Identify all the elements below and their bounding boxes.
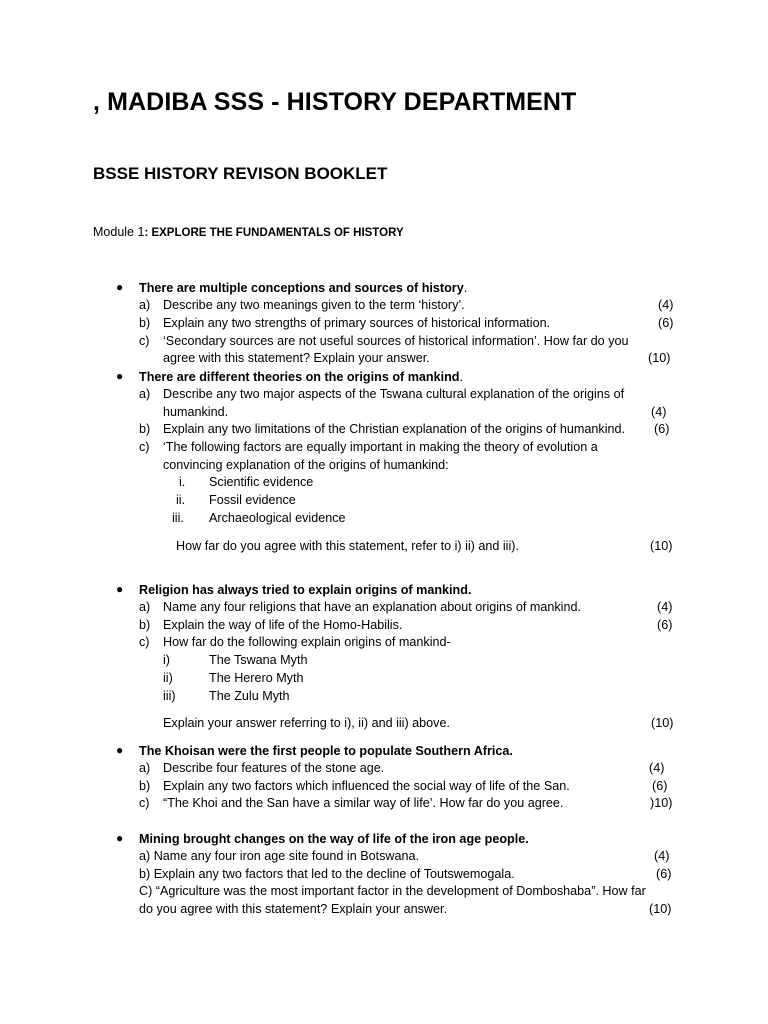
q-label: a) [139, 298, 151, 312]
q-label: a) [139, 600, 151, 614]
booklet-subtitle: BSSE HISTORY REVISON BOOKLET [93, 164, 388, 183]
section-1-heading: There are multiple conceptions and sources of history. [139, 281, 468, 295]
question-marks: (4) [654, 849, 670, 863]
question-text: Explain any two factors which influenced the social way of life of the San. [163, 779, 570, 793]
module-heading [93, 225, 404, 239]
module-prefix: Module 1 [93, 225, 145, 239]
question-text: a) Name any four iron age site found in Botswana. [139, 849, 420, 863]
question-marks: )10) [650, 796, 673, 810]
question-text: Describe any two meanings given to the term ‘history’. [163, 298, 465, 312]
q-label: a) [139, 387, 151, 401]
question-text: Describe four features of the stone age. [163, 761, 385, 775]
followup-text: Explain your answer referring to i), ii) and iii) above. [163, 716, 450, 730]
question-marks: (4) [649, 761, 665, 775]
question-text: ‘Secondary sources are not useful sources of historical information’. How far do you [163, 334, 629, 348]
question-marks: (4) [651, 405, 667, 419]
bullet-icon: ● [116, 369, 124, 383]
question-text: do you agree with this statement? Explain your answer. [139, 902, 448, 916]
section-3-heading: Religion has always tried to explain origins of mankind. [139, 583, 472, 597]
question-marks: (10) [650, 539, 673, 553]
sub-label: iii. [172, 511, 184, 525]
question-text: convincing explanation of the origins of humankind: [163, 458, 449, 472]
q-label: b) [139, 422, 151, 436]
page-title: , MADIBA SSS - HISTORY DEPARTMENT [93, 88, 577, 116]
followup-text: How far do you agree with this statement, refer to i) ii) and iii). [176, 539, 519, 553]
question-text: ‘The following factors are equally important in making the theory of evolution a [163, 440, 598, 454]
section-4-heading: The Khoisan were the first people to populate Southern Africa. [139, 744, 513, 758]
question-text: agree with this statement? Explain your answer. [163, 351, 430, 365]
question-marks: (10) [651, 716, 674, 730]
question-text: “The Khoi and the San have a similar way of life’. How far do you agree. [163, 796, 564, 810]
question-marks: (4) [657, 600, 673, 614]
question-text: Describe any two major aspects of the Tswana cultural explanation of the origins of [163, 387, 625, 401]
question-text: C) “Agriculture was the most important factor in the development of Domboshaba”. How far [139, 884, 646, 898]
bullet-icon: ● [116, 743, 124, 757]
module-name: : EXPLORE THE FUNDAMENTALS OF HISTORY [144, 227, 404, 239]
sub-item-text: Fossil evidence [209, 493, 296, 507]
question-text: Explain any two strengths of primary sources of historical information. [163, 316, 551, 330]
bullet-icon: ● [116, 280, 124, 294]
sub-item-text: The Zulu Myth [209, 689, 290, 703]
q-label: c) [139, 635, 150, 649]
q-label: b) [139, 316, 151, 330]
question-marks: (4) [658, 298, 674, 312]
sub-item-text: The Herero Myth [209, 671, 304, 685]
question-text: Explain the way of life of the Homo-Habilis. [163, 618, 403, 632]
question-text: Explain any two limitations of the Christian explanation of the origins of humankind. [163, 422, 626, 436]
q-label: b) [139, 618, 151, 632]
section-2-heading: There are different theories on the origins of mankind. [139, 370, 463, 384]
q-label: c) [139, 796, 150, 810]
bullet-icon: ● [116, 831, 124, 845]
sub-label: i. [179, 475, 186, 489]
question-marks: (6) [656, 867, 672, 881]
sub-label: i) [163, 653, 170, 667]
question-marks: (10) [648, 351, 671, 365]
sub-label: iii) [163, 689, 176, 703]
question-text: Name any four religions that have an explanation about origins of mankind. [163, 600, 581, 614]
question-text: How far do the following explain origins of mankind- [163, 635, 451, 649]
question-marks: (6) [652, 779, 668, 793]
question-marks: (6) [657, 618, 673, 632]
question-text: b) Explain any two factors that led to the decline of Toutswemogala. [139, 867, 515, 881]
question-marks: (6) [654, 422, 670, 436]
section-5-heading: Mining brought changes on the way of life of the iron age people. [139, 832, 529, 846]
sub-item-text: Archaeological evidence [209, 511, 346, 525]
question-text: humankind. [163, 405, 229, 419]
sub-label: ii. [176, 493, 186, 507]
sub-label: ii) [163, 671, 173, 685]
q-label: b) [139, 779, 151, 793]
sub-item-text: Scientific evidence [209, 475, 314, 489]
question-marks: (6) [658, 316, 674, 330]
question-marks: (10) [649, 902, 672, 916]
q-label: c) [139, 440, 150, 454]
q-label: a) [139, 761, 151, 775]
sub-item-text: The Tswana Myth [209, 653, 308, 667]
q-label: c) [139, 334, 150, 348]
bullet-icon: ● [116, 582, 124, 596]
